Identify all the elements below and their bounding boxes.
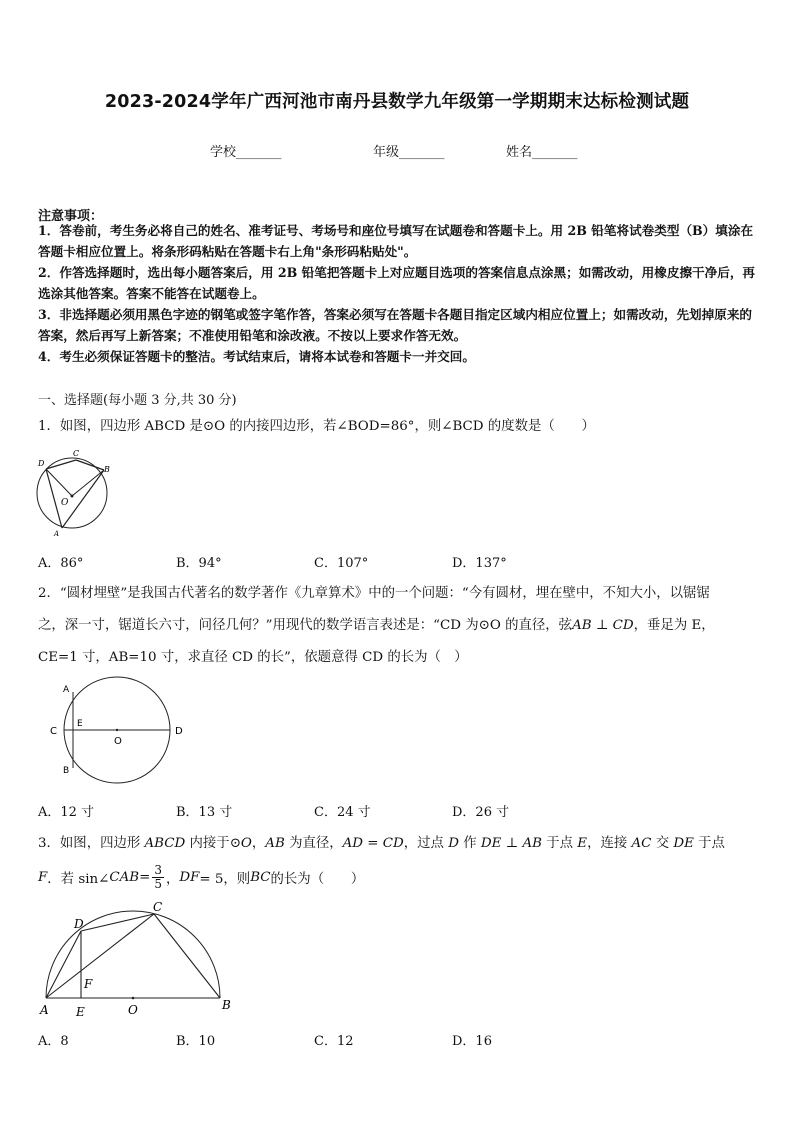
question-2-figure — [46, 674, 196, 786]
label-E: E — [76, 1005, 85, 1019]
q3-seg-2: 内接于⊙ — [185, 836, 241, 851]
name-field: 姓名_______ — [506, 145, 578, 160]
q3-equals: = — [139, 869, 151, 885]
q3-seg-5: AB — [265, 836, 285, 851]
label-D: D — [175, 726, 183, 737]
q3-df: DF — [179, 869, 200, 885]
question-3-line-1 — [38, 832, 725, 851]
q1-option-c: C．107° — [314, 556, 369, 571]
q3-seg-9: D — [448, 836, 459, 851]
q1-option-b: B．94° — [176, 556, 222, 571]
label-A: A — [63, 685, 70, 695]
label-E: E — [77, 719, 83, 729]
question-3-figure — [36, 900, 236, 1020]
label-O: O — [61, 498, 69, 508]
q2-option-c: C．24 寸 — [314, 805, 371, 820]
q3-seg-6: 为直径， — [284, 836, 343, 851]
q3-option-c: C．12 — [314, 1034, 354, 1049]
section-heading: 一、选择题(每小题 3 分,共 30 分) — [38, 393, 237, 408]
q3-seg-16: 交 — [651, 836, 674, 851]
q2-option-a: A．12 寸 — [38, 805, 95, 820]
q3-sin-text: ．若 sin∠ — [47, 871, 110, 887]
q3-seg-18: 于点 — [693, 836, 725, 851]
note-item-3: 3．非选择题必须用黑色字迹的钢笔或签字笔作答，答案必须写在答题卡各题目指定区域内相应位置上；如需改动，先划掉原来的答案，然后再写上新答案；不准使用铅笔和涂改液。不按以上要求作答无效。 — [38, 307, 753, 343]
q3-seg-4: ， — [251, 836, 266, 851]
school-field: 学校_______ — [210, 145, 282, 160]
label-F: F — [84, 977, 93, 991]
q3-comma: ， — [165, 871, 180, 887]
q3-seg-11: DE ⊥ AB — [480, 836, 542, 851]
label-O: O — [128, 1003, 138, 1017]
q3-seg-13: E — [577, 836, 588, 851]
label-C: C — [50, 726, 57, 737]
q3-tail: 的长为（ ） — [270, 871, 365, 887]
notes-heading: 注意事项： — [38, 209, 104, 224]
label-B: B — [104, 465, 110, 474]
q3-seg-17: DE — [673, 836, 694, 851]
q3-option-a: A．8 — [38, 1034, 69, 1049]
label-C: C — [153, 900, 163, 914]
label-A: A — [40, 1003, 49, 1017]
question-2-line-1: 2．“圆材埋壁”是我国古代著名的数学著作《九章算术》中的一个问题：“今有圆材，埋在壁中，不知大小，以锯锯 — [38, 586, 710, 601]
q3-option-d: D．16 — [452, 1034, 492, 1049]
question-1-text: 1．如图，四边形 ABCD 是⊙O 的内接四边形，若∠BOD=86°，则∠BCD 的度数是（ ） — [38, 419, 595, 434]
question-2-line-2 — [38, 614, 715, 633]
q2-text-2c: ，垂足为 E， — [633, 618, 715, 633]
q3-seg-3: O — [240, 836, 252, 851]
fraction-numerator: 3 — [154, 862, 162, 877]
q3-seg-14: ，连接 — [587, 836, 632, 851]
q1-option-d: D．137° — [452, 556, 507, 571]
note-item-1: 1．答卷前，考生务必将自己的姓名、准考证号、考场号和座位号填写在试题卷和答题卡上。用 2B 铅笔将试卷类型（B）填涂在答题卡相应位置上。将条形码粘贴在答题卡右上角"条形码粘贴处"。 — [38, 223, 754, 259]
q2-option-b: B．13 寸 — [176, 805, 233, 820]
q3-seg-8: ，过点 — [403, 836, 449, 851]
question-3-line-2 — [38, 860, 364, 894]
label-B: B — [222, 998, 231, 1012]
page-title: 2023-2024学年广西河池市南丹县数学九年级第一学期期末达标检测试题 — [104, 92, 690, 112]
q3-point-f: F — [38, 869, 48, 885]
fraction-denominator: 5 — [154, 876, 162, 891]
grade-field: 年级_______ — [373, 145, 445, 160]
label-D: D — [38, 459, 45, 468]
q3-seg-10: 作 — [458, 836, 481, 851]
q1-option-a: A．86° — [38, 556, 84, 571]
q3-df-eq: = 5，则 — [199, 871, 251, 887]
question-2-line-3: CE=1 寸，AB=10 寸，求直径 CD 的长”，依题意得 CD 的长为（ ） — [38, 650, 468, 665]
label-C: C — [73, 449, 80, 458]
q3-angle-cab: CAB — [109, 869, 140, 885]
q3-seg-12: 于点 — [542, 836, 578, 851]
label-D: D — [74, 917, 84, 931]
q3-seg-1: ABCD — [144, 836, 186, 851]
note-item-2: 2．作答选择题时，选出每小题答案后，用 2B 铅笔把答题卡上对应题目选项的答案信息点涂黑；如需改动，用橡皮擦干净后，再选涂其他答案。答案不能答在试题卷上。 — [38, 265, 756, 301]
fraction-3-5 — [152, 864, 164, 891]
q3-option-b: B．10 — [176, 1034, 216, 1049]
q2-text-2a: 之，深一寸，锯道长六寸，问径几何？”用现代的数学语言表述是：“CD 为⊙O 的直径，弦 — [38, 618, 573, 633]
q3-seg-0: 3．如图，四边形 — [38, 836, 145, 851]
q2-math-ab-perp-cd: AB ⊥ CD — [572, 618, 634, 633]
label-A: A — [54, 530, 60, 538]
q3-seg-7: AD = CD — [342, 836, 404, 851]
label-O: O — [114, 736, 122, 747]
q2-option-d: D．26 寸 — [452, 805, 510, 820]
note-item-4: 4．考生必须保证答题卡的整洁。考试结束后，请将本试卷和答题卡一并交回。 — [38, 349, 475, 364]
question-1-figure — [32, 446, 112, 538]
q3-seg-15: AC — [631, 836, 652, 851]
q3-bc: BC — [250, 869, 271, 885]
label-B: B — [63, 766, 70, 776]
